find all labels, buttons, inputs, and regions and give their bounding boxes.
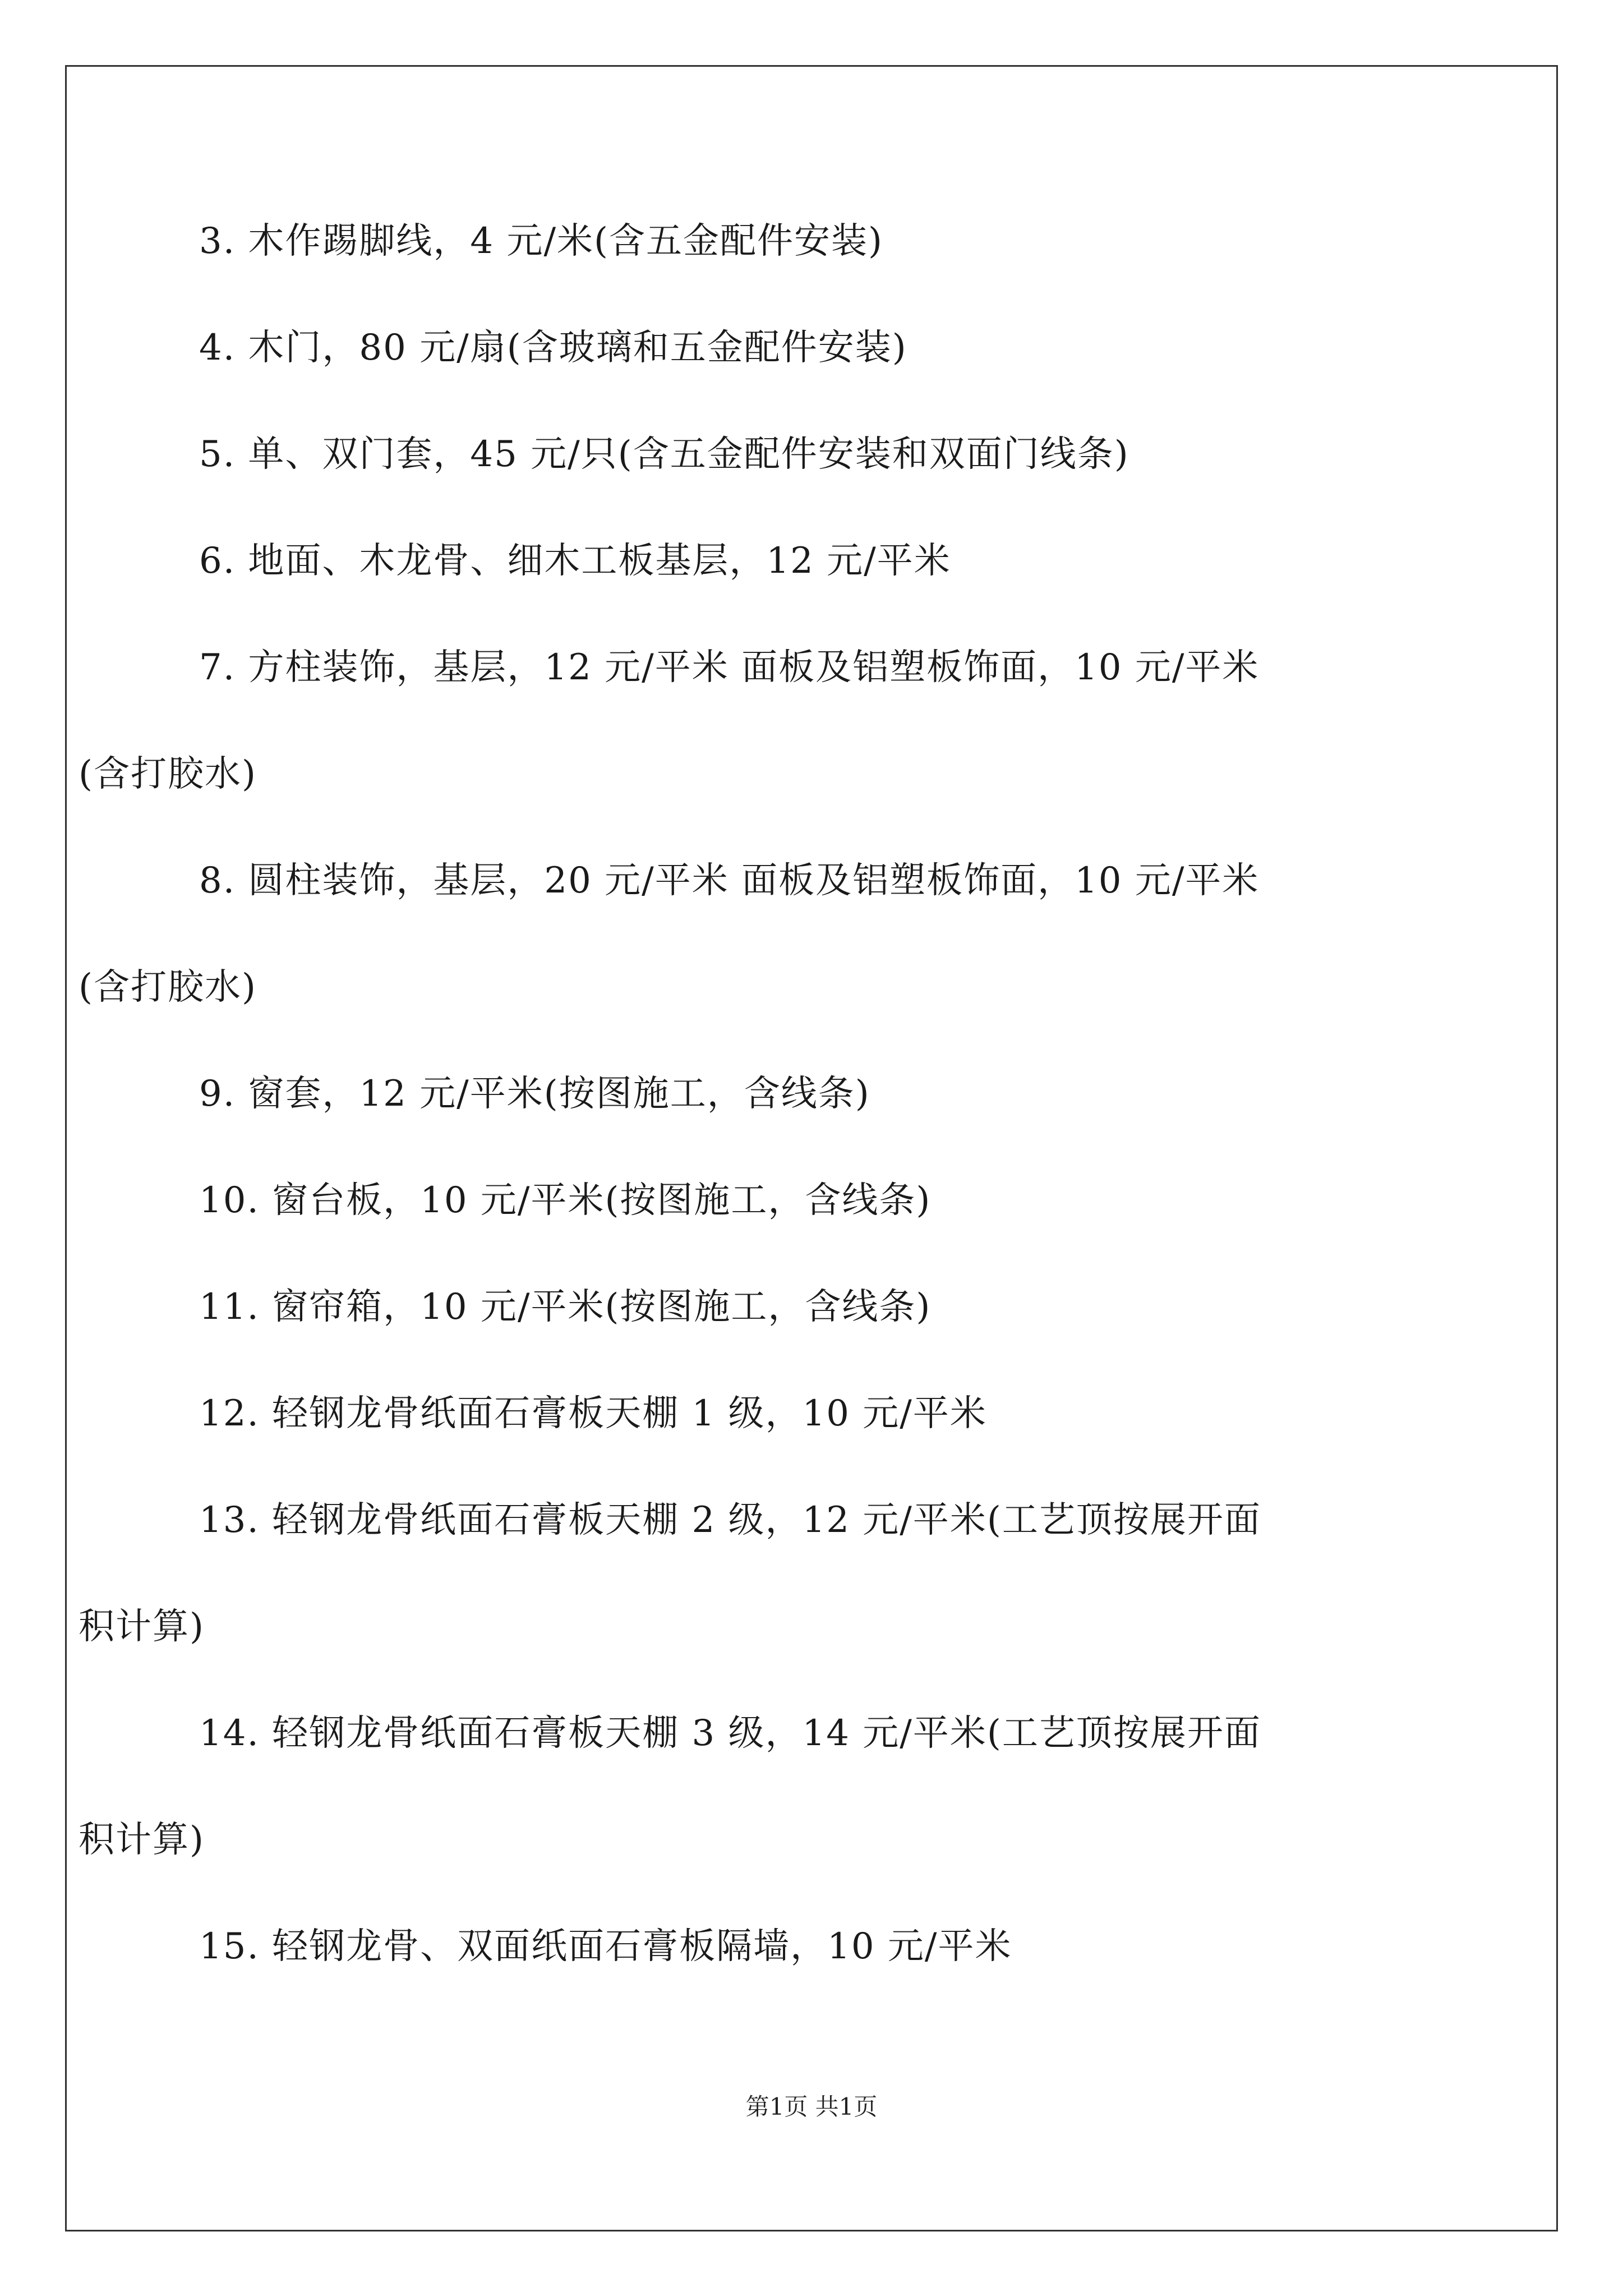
line-item-3: 3. 木作踢脚线，4 元/米(含五金配件安装) — [199, 220, 883, 262]
line-item-7: 7. 方柱装饰，基层，12 元/平米 面板及铝塑板饰面，10 元/平米 — [199, 647, 1260, 688]
page-frame — [65, 65, 1558, 2231]
line-item-7-continued: (含打胶水) — [79, 753, 257, 795]
line-item-13-continued: 积计算) — [79, 1606, 205, 1648]
line-item-14: 14. 轻钢龙骨纸面石膏板天棚 3 级，14 元/平米(工艺顶按展开面 — [199, 1713, 1261, 1754]
line-item-11: 11. 窗帘箱，10 元/平米(按图施工，含线条) — [199, 1286, 932, 1328]
line-item-14-continued: 积计算) — [79, 1819, 205, 1861]
line-item-6: 6. 地面、木龙骨、细木工板基层，12 元/平米 — [199, 540, 951, 582]
line-item-15: 15. 轻钢龙骨、双面纸面石膏板隔墙，10 元/平米 — [199, 1926, 1012, 1967]
page-footer: 第1页 共1页 — [745, 2093, 878, 2120]
line-item-5: 5. 单、双门套，45 元/只(含五金配件安装和双面门线条) — [199, 434, 1129, 475]
line-item-8-continued: (含打胶水) — [79, 967, 257, 1008]
line-item-4: 4. 木门，80 元/扇(含玻璃和五金配件安装) — [199, 327, 907, 369]
line-item-10: 10. 窗台板，10 元/平米(按图施工，含线条) — [199, 1180, 932, 1221]
line-item-9: 9. 窗套，12 元/平米(按图施工，含线条) — [199, 1073, 870, 1115]
line-item-13: 13. 轻钢龙骨纸面石膏板天棚 2 级，12 元/平米(工艺顶按展开面 — [199, 1499, 1261, 1541]
line-item-12: 12. 轻钢龙骨纸面石膏板天棚 1 级，10 元/平米 — [199, 1393, 987, 1434]
line-item-8: 8. 圆柱装饰，基层，20 元/平米 面板及铝塑板饰面，10 元/平米 — [199, 860, 1260, 901]
